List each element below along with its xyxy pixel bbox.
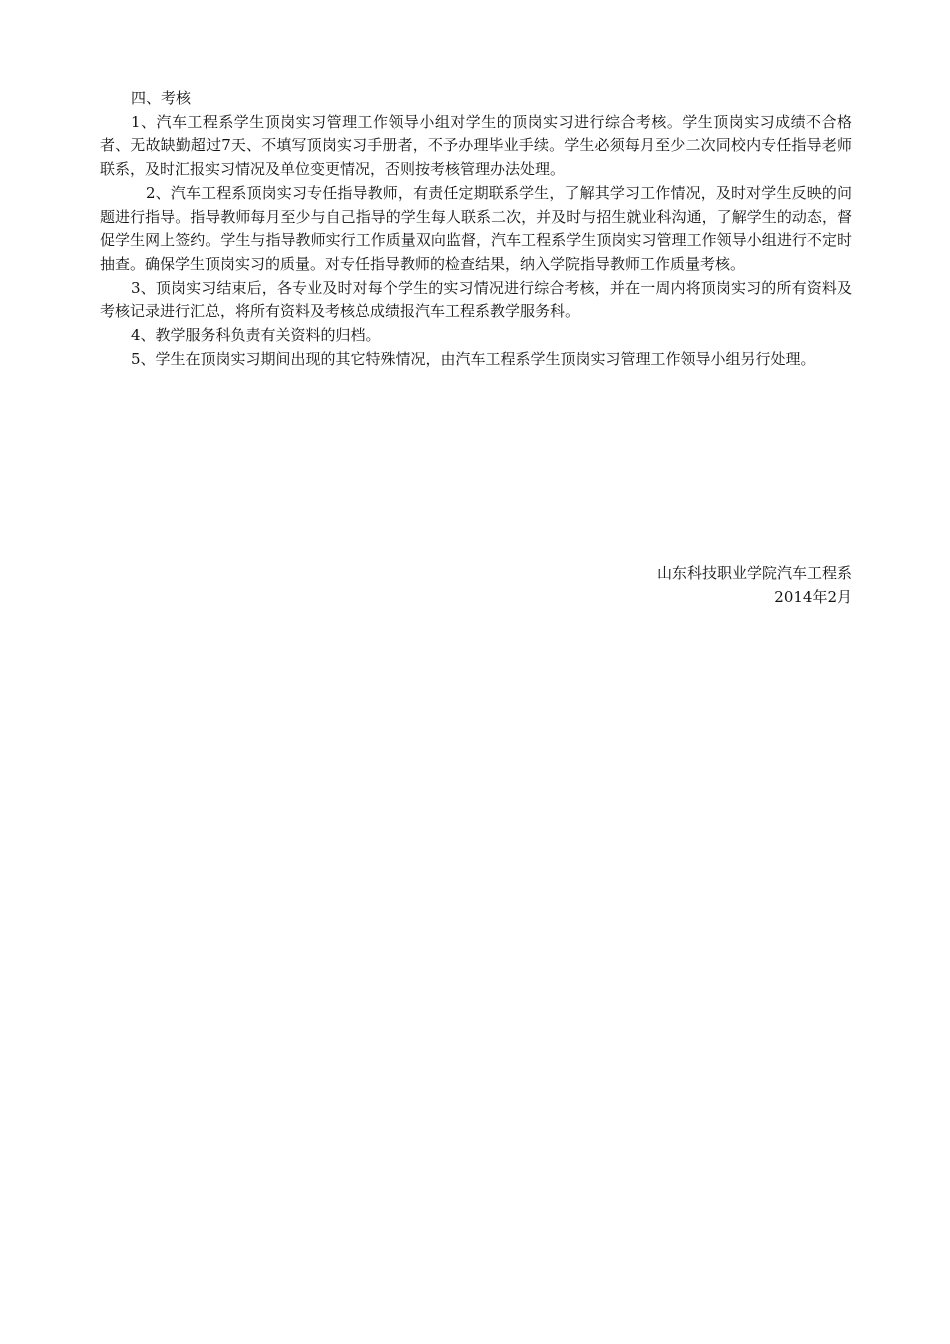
document-body <box>100 87 852 371</box>
section-heading: 四、考核 <box>131 89 192 107</box>
paragraph-5: 5、学生在顶岗实习期间出现的其它特殊情况，由汽车工程系学生顶岗实习管理工作领导小组另行处理。 <box>131 349 816 368</box>
paragraph-2: 2、汽车工程系顶岗实习专任指导教师，有责任定期联系学生，了解其学习工作情况，及时对学生反映的问题进行指导。指导教师每月至少与自己指导的学生每人联系二次，并及时与招生就业科沟通，了解学生的动态，督促学生网上签约。学生与指导教师实行工作质量双向监督，汽车工程系学生顶岗实习管理工作领导小组进行不定时抽查。确保学生顶岗实习的质量。对专任指导教师的检查结果，纳入学院指导教师工作质量考核。 <box>100 183 852 273</box>
signature-date: 2014年2月 <box>774 588 852 606</box>
signature-organization: 山东科技职业学院汽车工程系 <box>656 564 852 582</box>
paragraph-1: 1、汽车工程系学生顶岗实习管理工作领导小组对学生的顶岗实习进行综合考核。学生顶岗实习成绩不合格者、无故缺勤超过7天、不填写顶岗实习手册者，不予办理毕业手续。学生必须每月至少二次同校内专任指导老师联系，及时汇报实习情况及单位变更情况，否则按考核管理办法处理。 <box>100 112 852 179</box>
signature-block <box>657 561 852 609</box>
paragraph-3: 3、顶岗实习结束后，各专业及时对每个学生的实习情况进行综合考核，并在一周内将顶岗实习的所有资料及考核记录进行汇总，将所有资料及考核总成绩报汽车工程系教学服务科。 <box>100 278 852 321</box>
paragraph-4: 4、教学服务科负责有关资料的归档。 <box>131 326 381 345</box>
